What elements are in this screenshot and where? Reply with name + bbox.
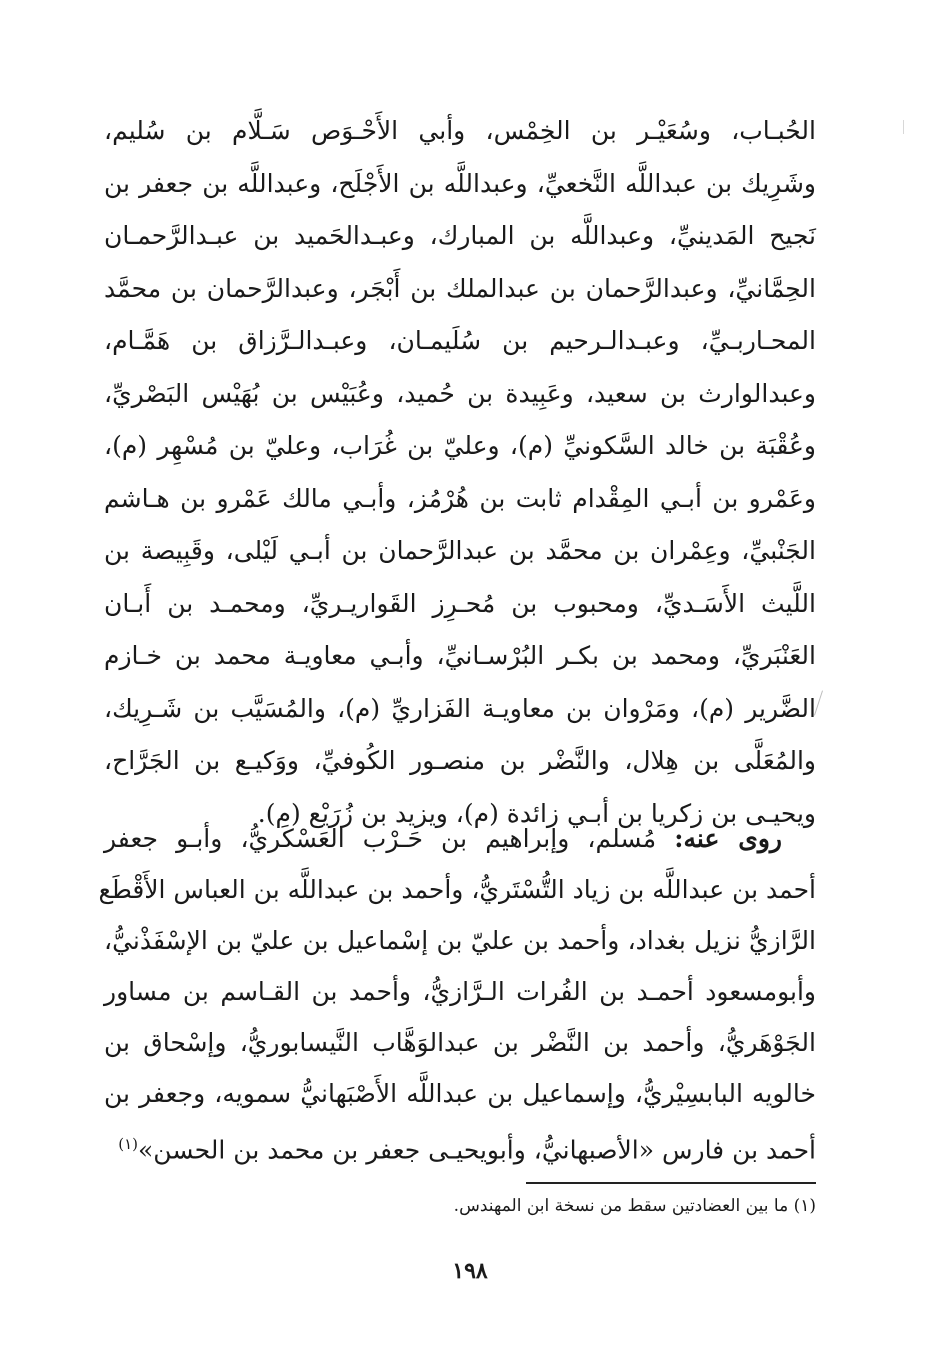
- text-line: وشَرِيك بن عبداللَّه النَّخعيِّ، وعبداللَّه بن الأَجْلَح، وعبداللَّه بن جعفر بن: [104, 168, 816, 198]
- paragraph-students: [98, 813, 816, 1175]
- text-line: الضَّرير (م)، ومَرْوان بن معاويـة الفَزاريِّ (م)، والمُسَيَّب بن شَـرِيك،: [104, 693, 816, 723]
- scan-artifact: [903, 120, 904, 134]
- text-line: خالويه البابسِيْريُّ، وإسماعيل بن عبداللَّه الأَصْبَهانيُّ سمويه، وجعفر بن: [104, 1079, 816, 1108]
- footnote-separator: [526, 1182, 816, 1184]
- text-line: وعَمْرو بن أبـي المِقْدام ثابت بن هُرْمُز، وأبـي مالك عَمْرو بن هـاشم: [104, 483, 816, 513]
- text-line: الرَّازيُّ نزيل بغداد، وأحمد بن عليّ بن إسْماعيل بن عليّ بن الإسْفَذْنيُّ،: [104, 926, 816, 955]
- page-number: ١٩٨: [452, 1258, 488, 1284]
- text-line-last: [104, 1119, 816, 1175]
- text-line: الحُبـاب، وسُعَيْـر بن الخِمْس، وأبي الأَحْـوَص سَـلَّام بن سُليم،: [104, 116, 816, 145]
- text-line: نَجيح المَدينيِّ، وعبداللَّه بن المبارك، وعبـدالحَميد بن عبـدالرَّحمـان: [104, 221, 816, 250]
- text-line: المحـاربـيِّ، وعبـدالـرحيم بن سُلَيمـان، وعبـدالـرَّزاق بن هَمَّـام،: [104, 326, 816, 355]
- text-line: اللَّيث الأَسَـديِّ، ومحبوب بن مُحـرِز القَواريـريِّ، ومحمـد بن أَبـان: [104, 588, 816, 618]
- text-segment: مُسلم، وإبراهيم بن حَـرْب العَسْكَريُّ، وأبـو جعفر: [104, 824, 675, 853]
- text-line: العَنْبَريِّ، ومحمد بن بكـر البُرْسـانيِّ، وأبـي معاويـة محمد بن خـازم: [104, 641, 816, 670]
- paragraph-teachers: [104, 105, 816, 840]
- text-line-first: [104, 813, 816, 864]
- footnote-reference[interactable]: (١): [118, 1135, 139, 1153]
- text-segment: أحمد بن فارس «الأصبهانيُّ، وأبويحيـى جعفر بن محمد بن الحسن»: [138, 1135, 816, 1165]
- footnote: (١) ما بين العضادتين سقط من نسخة ابن المهندس.: [453, 1196, 816, 1216]
- section-lead: روى عنه:: [674, 824, 782, 853]
- text-line: أحمد بن عبداللَّه بن زياد التُّسْتَريُّ، وأحمد بن عبداللَّه بن العباس الأَقْطَع: [98, 875, 816, 904]
- text-line: وأبومسعود أحمـد بن الفُرات الـرَّازيُّ، وأحمد بن القـاسم بن مساور: [104, 977, 816, 1006]
- text-line: والمُعَلَّى بن هِلال، والنَّضْر بن منصـور الكُوفيِّ، ووَكيـع بن الجَرَّاح،: [104, 746, 816, 775]
- text-line: الحِمَّانيِّ، وعبدالرَّحمان بن عبدالملك بن أَبْجَر، وعبدالرَّحمان بن محمَّد: [104, 273, 816, 303]
- text-line: وعبدالوارث بن سعيد، وعَبِيدة بن حُميد، وعُبَيْس بن بُهَيْس البَصْريِّ،: [104, 378, 816, 408]
- text-line: وعُقْبَة بن خالد السَّكونيِّ (م)، وعليّ بن غُرَاب، وعليّ بن مُسْهِر (م)،: [104, 431, 816, 460]
- text-line: الجَوْهَريُّ، وأحمد بن النَّضْر بن عبدالوَهَّاب النَّيسابوريُّ، وإسْحاق بن: [104, 1028, 816, 1057]
- text-line: الجَنْبيِّ، وعِمْران بن محمَّد بن عبدالرَّحمان بن أبـي لَيْلى، وقَبِيصة بن: [104, 536, 816, 565]
- text-line: ويحيـى بن زكريا بن أبـي زائدة (م)، ويزيد بن زُرَيْع (م).: [257, 798, 816, 828]
